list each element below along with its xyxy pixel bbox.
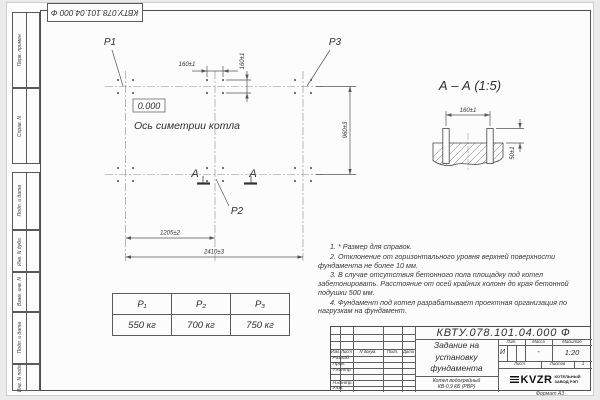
title-block — [330, 326, 591, 391]
grid-line — [383, 327, 384, 392]
dim-160h-label: 160±1 — [178, 62, 196, 68]
col-header-izm: Изм. — [331, 348, 340, 354]
col-header-list: Лист — [341, 348, 352, 354]
product-name — [415, 376, 498, 392]
section-dim-160-label: 160±1 — [459, 108, 477, 114]
product-name-line: КВ-0,9 КБ (РВР) — [437, 384, 476, 390]
sidebar-label: Подп. и дата — [16, 185, 23, 217]
sidebar-cell-inv-dubl — [12, 230, 40, 272]
load-table-value: 700 кг — [172, 315, 231, 336]
kvzr-caption-line: КОТЕЛЬНЫЙ — [554, 374, 581, 380]
cell-divider-line — [26, 13, 27, 87]
section-dim-50-label: 50±1 — [510, 146, 516, 160]
product-name-line: Котел водогрейный — [432, 378, 481, 384]
anchor-bolt-left — [443, 129, 449, 164]
sidebar-label: Инв. N дубл. — [16, 236, 23, 266]
scale-header: Масштаб — [562, 338, 582, 344]
anchor-bolt-right — [487, 129, 493, 164]
load-table-value: 550 кг — [113, 315, 172, 336]
cell-divider-line — [26, 89, 27, 163]
load-table-header: P₁ — [113, 294, 172, 315]
document-title-line: Задание на — [433, 340, 480, 351]
p1-label: P1 — [103, 37, 117, 48]
sidebar-label: Перв. примен. — [16, 33, 23, 67]
cell-divider-line — [26, 313, 27, 363]
center-lines — [105, 71, 325, 262]
document-title-line: установку — [435, 351, 478, 362]
sidebar-label: Взам. инв. N — [16, 277, 23, 307]
dim-2410-label: 2410±3 — [204, 249, 224, 256]
top-stamp-text: КВТУ.078.101.04.000 Ф — [51, 8, 139, 17]
sheets-label: Листов — [549, 361, 566, 367]
grid-line — [507, 345, 508, 361]
row-tkontr: Т.контр. — [332, 368, 352, 374]
load-table-value: 750 кг — [231, 315, 290, 336]
sidebar-cell-podp-data-2 — [12, 312, 40, 364]
kvzr-logo-text: KVZR — [520, 373, 553, 386]
cell-divider-line — [26, 231, 27, 271]
col-header-data: Дата — [402, 348, 415, 354]
sidebar-cell-inv-podl — [12, 364, 40, 391]
kvzr-coil-icon — [510, 376, 519, 384]
sheet-label: Лист — [514, 361, 525, 367]
row-razrab: Разраб. — [332, 355, 350, 361]
note-item: 1. * Размер для справок. — [330, 242, 412, 251]
sheets-value: 1 — [581, 360, 585, 367]
dim-160v-label: 160±1 — [240, 52, 246, 70]
lit-header: Лит. — [506, 338, 517, 344]
company-logo — [498, 368, 592, 392]
grid-line — [331, 334, 415, 335]
section-dimension-lines — [446, 111, 524, 152]
row-prov: Пров. — [332, 362, 346, 368]
grid-line — [331, 374, 415, 375]
sidebar-label: Подп. и дата — [16, 322, 23, 354]
note-item: 4. Фундамент под котел разрабатывает проектная организация по нагрузкам на фундамент. — [318, 297, 567, 316]
grid-line — [331, 341, 415, 342]
kvzr-caption-line: ЗАВОД РЭП — [554, 379, 579, 384]
lit-value: И — [499, 349, 505, 357]
sidebar-cell-podp-data-1 — [12, 172, 40, 230]
load-table-header: P₂ — [172, 294, 231, 315]
section-title: А – А (1:5) — [438, 78, 502, 93]
col-header-ndokum: N докум. — [359, 348, 377, 354]
dim-960-label: 960±3 — [343, 121, 349, 139]
mass-header: Масса — [532, 338, 545, 344]
document-title-line: фундамента — [430, 363, 483, 374]
grid-line — [353, 327, 354, 392]
kvzr-logo-caption — [554, 375, 580, 384]
p2-label: P2 — [230, 206, 244, 217]
sidebar-label: Справ. N — [16, 115, 23, 137]
load-table — [112, 293, 290, 336]
dimension-lines — [126, 66, 357, 257]
cell-divider-line — [26, 365, 27, 390]
drawing-designation: КВТУ.078.101.04.000 Ф — [436, 326, 571, 339]
sidebar-cell-vzam-inv — [12, 272, 40, 312]
elevation-mark-text: 0.000 — [137, 100, 161, 111]
grid-line — [402, 327, 403, 392]
note-item: 2. Отклонение от горизонтального уровня верхней поверхности фундамента не более 10 мм. — [318, 251, 556, 270]
sidebar-label: Инв. N подл. — [16, 362, 23, 393]
mass-value: - — [537, 349, 540, 357]
section-view — [420, 78, 525, 170]
document-title — [415, 339, 498, 376]
sidebar-cell-sprav-n — [12, 88, 40, 164]
symmetry-axis-label: Ось симетрии котла — [134, 120, 241, 132]
section-cut-symbols — [197, 176, 257, 184]
sidebar-cell-perv-primen — [12, 12, 40, 88]
p3-label: P3 — [328, 37, 342, 48]
section-mark-a-left: А — [191, 168, 199, 180]
scale-value: 1:20 — [564, 347, 580, 357]
section-mark-a-right: А — [249, 168, 257, 180]
row-nkontr: Н.контр. — [332, 380, 353, 386]
format-label: Формат А3 — [535, 391, 565, 397]
cell-divider-line — [26, 173, 27, 229]
notes-block — [318, 243, 576, 317]
row-utv: Утв. — [332, 386, 344, 392]
cell-divider-line — [26, 273, 27, 311]
col-header-podp: Подп. — [386, 348, 399, 354]
dim-1205-label: 1205±2 — [160, 230, 180, 237]
note-item: 3. В случае отсутствия бетонного пола площадку под котел забетонировать. Расстояние от осей крайних колонн до края бетонной подушки 500 мм. — [318, 270, 569, 297]
grid-line — [516, 345, 517, 361]
load-table-header: P₃ — [231, 294, 290, 315]
